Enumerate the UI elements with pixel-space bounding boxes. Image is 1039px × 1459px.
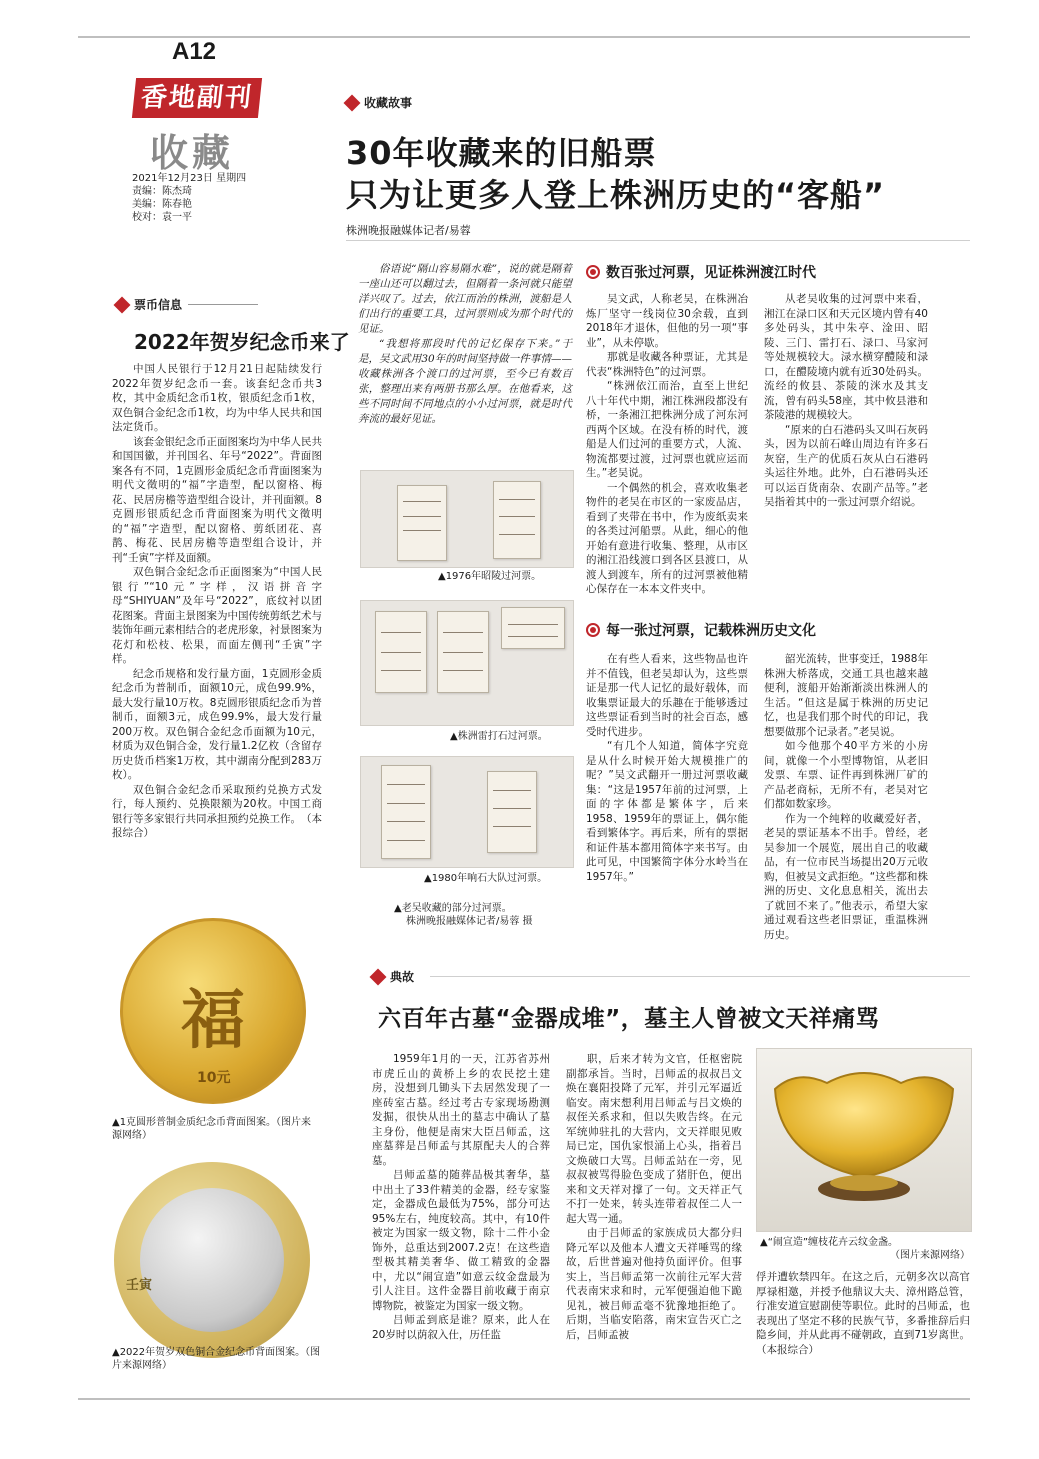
page-designer: 美编：陈春艳 — [132, 199, 192, 210]
main-byline: 株洲晚报融媒体记者/易蓉 — [346, 224, 471, 237]
body-paragraph: 职，后来才转为文官，任枢密院副都承旨。当时，吕师孟的叔叔吕文焕在襄阳投降了元军，并引元军逼近临安。南宋想利用吕师孟与吕文焕的叔侄关系求和，但以失败告终。在元军统帅驻扎的大营内，文天祥眼见败局已定，国仇家恨涌上心头，指着吕文焕破口大骂。吕师孟站在一旁，见叔叔被骂得脸色变成了猪肝色，便出来和文天祥对撑了一句。文天祥正气不打一处来，转头连带着叔侄二人一起大骂一通。 — [566, 1053, 742, 1225]
tomb-headline: 六百年古墓“金器成堆”，墓主人曾被文天祥痛骂 — [378, 1006, 880, 1032]
main-headline-line1: 30年收藏来的旧船票 — [346, 134, 657, 172]
gold-bowl-image — [757, 1049, 971, 1231]
body-paragraph: 作为一个纯粹的收藏爱好者，老吴的票证基本不出手。曾经，老吴参加一个展览，展出自己的收藏品，有一位市民当场提出20万元收购，但被吴文武拒绝。“这些都和株洲的历史、文化息息相关，流出去了就回不来了。”他表示，希望大家通过观看这些老旧票证，重温株洲历史。 — [764, 812, 928, 941]
circle-bullet-icon — [586, 265, 600, 279]
body-paragraph: 由于吕师孟的家族成员大都分归降元军以及他本人遭文天祥唾骂的缘故，后世普遍对他持负面评价。但事实上，当吕师孟第一次前往元军大营代表南宋求和时，元军便强迫他下跪见礼，被吕师孟毫不犹豫地拒绝了。后期，当临安陷落，南宋宣告灭亡之后，吕师孟被 — [566, 1227, 742, 1341]
bimetal-coin-core — [140, 1188, 284, 1332]
coin-article-body — [112, 362, 322, 841]
main-article-tag: 收藏故事 — [346, 94, 412, 111]
intro-paragraph: 俗语说“隔山容易隔水难”，说的就是隔着一座山还可以翻过去，但隔着一条河就只能望洋兴叹了。过去，依江而治的株洲，渡船是人们出行的重要工具，过河票则成为那个时代的见证。 — [358, 263, 572, 335]
main-header-divider — [346, 240, 970, 241]
ticket-photo-1 — [360, 470, 574, 568]
masthead-logo: 香地副刊 — [132, 78, 262, 118]
ticket-photo-2-caption: ▲株洲雷打石过河票。 — [450, 731, 548, 742]
body-paragraph: 吕师孟墓的随葬品极其奢华，墓中出土了33件精美的金器，经专家鉴定，金器成色最低为75%，部分可达95%左右，纯度较高。其中，有10件被定为国家一级文物，除十二件小金饰外，总重达到2007.2克！在这些造型极其精美奢华、做工精致的金器中，尤以“闹宣造”如意云纹金盘最为引人注目。这件金器目前收藏于南京博物院，被鉴定为国家一级文物。 — [372, 1169, 550, 1312]
ticket-photo-3 — [360, 756, 574, 868]
tag-marker-icon — [344, 94, 361, 111]
ticket-photo-1-caption: ▲1976年昭陵过河票。 — [438, 571, 542, 582]
body-paragraph: 纪念币规格和发行量方面，1克圆形金质纪念币为普制币，面额10元，成色99.9%，最大发行量10万枚。8克圆形银质纪念币为普制币，面额3元，成色99.9%，最大发行量200万枚。双色铜合金纪念币面额为10元，材质为双色铜合金，发行量1.2亿枚（含留存历史货币档案1万枚，其中湖南分配到283万枚）。 — [112, 667, 322, 781]
body-paragraph: “原来的白石港码头又叫石灰码头，因为以前石峰山周边有许多石灰窑，生产的优质石灰从白石港码头运往外地。此外，白石港码头还可以运百货南杂、农副产品等。”老吴指着其中的一张过河票介绍说。 — [764, 423, 928, 508]
ticket-image — [381, 765, 431, 859]
body-paragraph: 那就是收藏各种票证，尤其是代表“株洲特色”的过河票。 — [586, 351, 748, 378]
tag-marker-icon — [114, 296, 131, 313]
body-paragraph: 1959年1月的一天，江苏省苏州市虎丘山的黄桥上乡的农民挖土建房，没想到几锄头下去居然发现了一座砖室古墓。经过考古专家现场勘测发掘，很快从出土的墓志中确认了墓主身份，他便是南宋大臣吕师孟，这座墓葬是吕师孟与其原配夫人的合葬墓。 — [372, 1053, 550, 1167]
gold-coin-caption: ▲1克圆形普制金质纪念币背面图案。（图片来源网络） — [112, 1117, 312, 1141]
section2-col2 — [764, 652, 928, 942]
body-paragraph: 双色铜合金纪念币采取预约兑换方式发行，每人预约、兑换限额为20枚。中国工商银行等多家银行共同承担预约兑换工作。 （本报综合） — [112, 783, 322, 839]
body-paragraph: 吕师孟到底是谁？原来，此人在20岁时以荫叙入仕，历任监 — [372, 1314, 550, 1341]
subhead-2: 每一张过河票，记载株洲历史文化 — [586, 620, 816, 640]
body-paragraph: 中国人民银行于12月21日起陆续发行2022年贺岁纪念币一套。该套纪念币共3枚，其中金质纪念币1枚，银质纪念币1枚，双色铜合金纪念币1枚，均为中华人民共和国法定货币。 — [112, 363, 322, 433]
page-proofreader: 校对：袁一平 — [132, 212, 192, 223]
body-paragraph: 一个偶然的机会，喜欢收集老物件的老吴在市区的一家废品店，看到了夹带在书中，作为废纸卖来的各类过河船票。从此，细心的他开始有意进行收集、整理，从市区的湘江沿线渡口到各区县渡口，从渡人到渡车，所有的过河票被他精心保存在一本本文件夹中。 — [586, 481, 748, 595]
ticket-image — [437, 611, 489, 693]
coin-renyin-label: 壬寅 — [126, 1278, 153, 1293]
ticket-photo-3-caption: ▲1980年响石大队过河票。 — [424, 873, 548, 884]
body-paragraph: 在有些人看来，这些物品也许并不值钱，但老吴却认为，这些票证是那一代人记忆的最好载体，而收集票证最大的乐趣在于能够透过这些票证看到当时的社会百态，感受时代进步。 — [586, 653, 748, 738]
coin-denomination: 10元 — [197, 1070, 231, 1086]
tomb-col3 — [756, 1270, 970, 1357]
tomb-article-tag: 典故 — [372, 968, 414, 985]
page-editor: 责编：陈杰琦 — [132, 186, 192, 197]
coin-headline: 2022年贺岁纪念币来了 — [134, 330, 350, 354]
page-number: A12 — [172, 38, 217, 65]
intro-paragraph: “我想将那段时代的记忆保存下来。”于是，吴文武用30年的时间坚持做一件事情——收藏株洲各个渡口的过河票，至今已有数百张，整理出来有两册书那么厚。在他看来，这些不同时间不同地点的小小过河票，就是时代奔流的最好见证。 — [358, 338, 572, 425]
tag-marker-icon — [370, 968, 387, 985]
main-intro — [358, 262, 572, 427]
body-paragraph: “有几个人知道，简体字究竟是从什么时候开始大规模推广的呢？”吴文武翻开一册过河票收藏集：“这是1957年前的过河票，上面的字体都是繁体字，后来1958、1959年的票证上，偶尔能看到繁体字。再后来，所有的票据和证件基本都用简体字来书写。由此可见，中国繁简字体分水岭当在1957年。” — [586, 740, 748, 883]
tomb-col1 — [372, 1052, 550, 1342]
ticket-image — [375, 611, 427, 693]
section1-col1 — [586, 292, 748, 597]
bottom-rule — [78, 1398, 970, 1400]
body-paragraph: 从老吴收集的过河票中来看，湘江在渌口区和天元区境内曾有40多处码头，其中朱亭、淦田、昭陵、三门、雷打石、渌口、马家河等处规模较大。渌水横穿醴陵和渌口，在醴陵境内就有近30处码头。流经的攸县、茶陵的洣水及其支流，曾有码头58座，其中攸县港和茶陵港的规模较大。 — [764, 293, 928, 421]
gold-coin-image — [120, 918, 306, 1104]
body-paragraph: 韶光流转，世事变迁，1988年株洲大桥落成，交通工具也越来越便利，渡船开始渐渐淡出株洲人的生活。“但这是属于株洲的历史记忆，也是我们那个时代的印记，我想要做那个记录者。”老吴说。 — [764, 653, 928, 738]
body-paragraph: “株洲依江而治，直至上世纪八十年代中期，湘江株洲段都没有桥，一条湘江把株洲分成了河东河西两个区域。在没有桥的时代，渡船是人们过河的重要方式，人流、物流都要过渡，过河票也就应运而生。”老吴说。 — [586, 380, 748, 479]
ticket-image — [397, 485, 447, 561]
main-headline — [346, 132, 885, 216]
bimetal-coin-image — [114, 1162, 310, 1358]
tomb-header-divider — [430, 976, 970, 977]
body-paragraph: 该套金银纪念币正面图案均为中华人民共和国国徽，并刊国名、年号“2022”。背面图案各有不同，1克圆形金质纪念币背面图案为明代文徵明的“福”字造型，配以窗格、梅花、民居房檐等造型组合设计，并刊面额。8克圆形银质纪念币背面图案为明代文徵明的“福”字造型，配以窗格、剪纸团花、喜鹊、梅花、民居房檐等造型组合设计，并刊“壬寅”字样及面额。 — [112, 435, 322, 564]
circle-bullet-icon — [586, 623, 600, 637]
body-paragraph: 俘并遭软禁四年。在这之后，元朝多次以高官厚禄相邀，并授予他鼎议大夫、漳州路总管，行准安道宣慰副使等职位。此时的吕师孟，也表现出了坚定不移的民族气节，多番推辞后归隐乡间，并从此再不碰朝政，直到71岁离世。（本报综合） — [756, 1271, 970, 1356]
coin-article-tag: 票币信息 — [116, 296, 258, 313]
coin-fu-glyph: 福 — [181, 983, 245, 1058]
gold-bowl-photo — [756, 1048, 972, 1232]
section2-col1 — [586, 652, 748, 884]
ticket-image — [493, 481, 541, 559]
body-paragraph: 吴文武，人称老吴，在株洲冶炼厂坚守一线岗位30余载，直到2018年才退休，但他的另一项“事业”，从未停歇。 — [586, 293, 748, 349]
body-paragraph: 如今他那个40平方米的小房间，就像一个小型博物馆，从老旧发票、车票、证件再到株洲厂矿的产品老商标，无所不有，老吴对它们都如数家珍。 — [764, 740, 928, 810]
ticket-photo-2 — [360, 600, 574, 726]
page-date: 2021年12月23日 星期四 — [132, 173, 247, 184]
section-name: 收藏 — [150, 130, 235, 175]
tomb-col2 — [566, 1052, 742, 1342]
ticket-image — [501, 607, 565, 649]
photo-credit: ▲老吴收藏的部分过河票。 株洲晚报融媒体记者/易蓉 摄 — [394, 903, 533, 927]
section1-col2 — [764, 292, 928, 510]
body-paragraph: 双色铜合金纪念币正面图案为“中国人民银行”“10元”字样，汉语拼音字母“SHIYUAN”及年号“2022”，底纹衬以团花图案。背面主景图案为中国传统剪纸艺术与装饰年画元素相结合的老虎形象，衬景图案为花灯和松枝、松果，而面左侧刊“壬寅”字样。 — [112, 566, 322, 665]
subhead-1: 数百张过河票，见证株洲渡江时代 — [586, 262, 816, 282]
ticket-image — [487, 771, 537, 853]
bimetal-coin-caption: ▲2022年贺岁双色铜合金纪念币背面图案。（图片来源网络） — [112, 1347, 321, 1371]
page-meta — [132, 172, 246, 224]
gold-bowl-caption: ▲“闹宣造”缠枝花卉云纹金盏。 （图片来源网络） — [760, 1237, 970, 1261]
main-headline-line2: 只为让更多人登上株洲历史的“客船” — [346, 176, 886, 214]
